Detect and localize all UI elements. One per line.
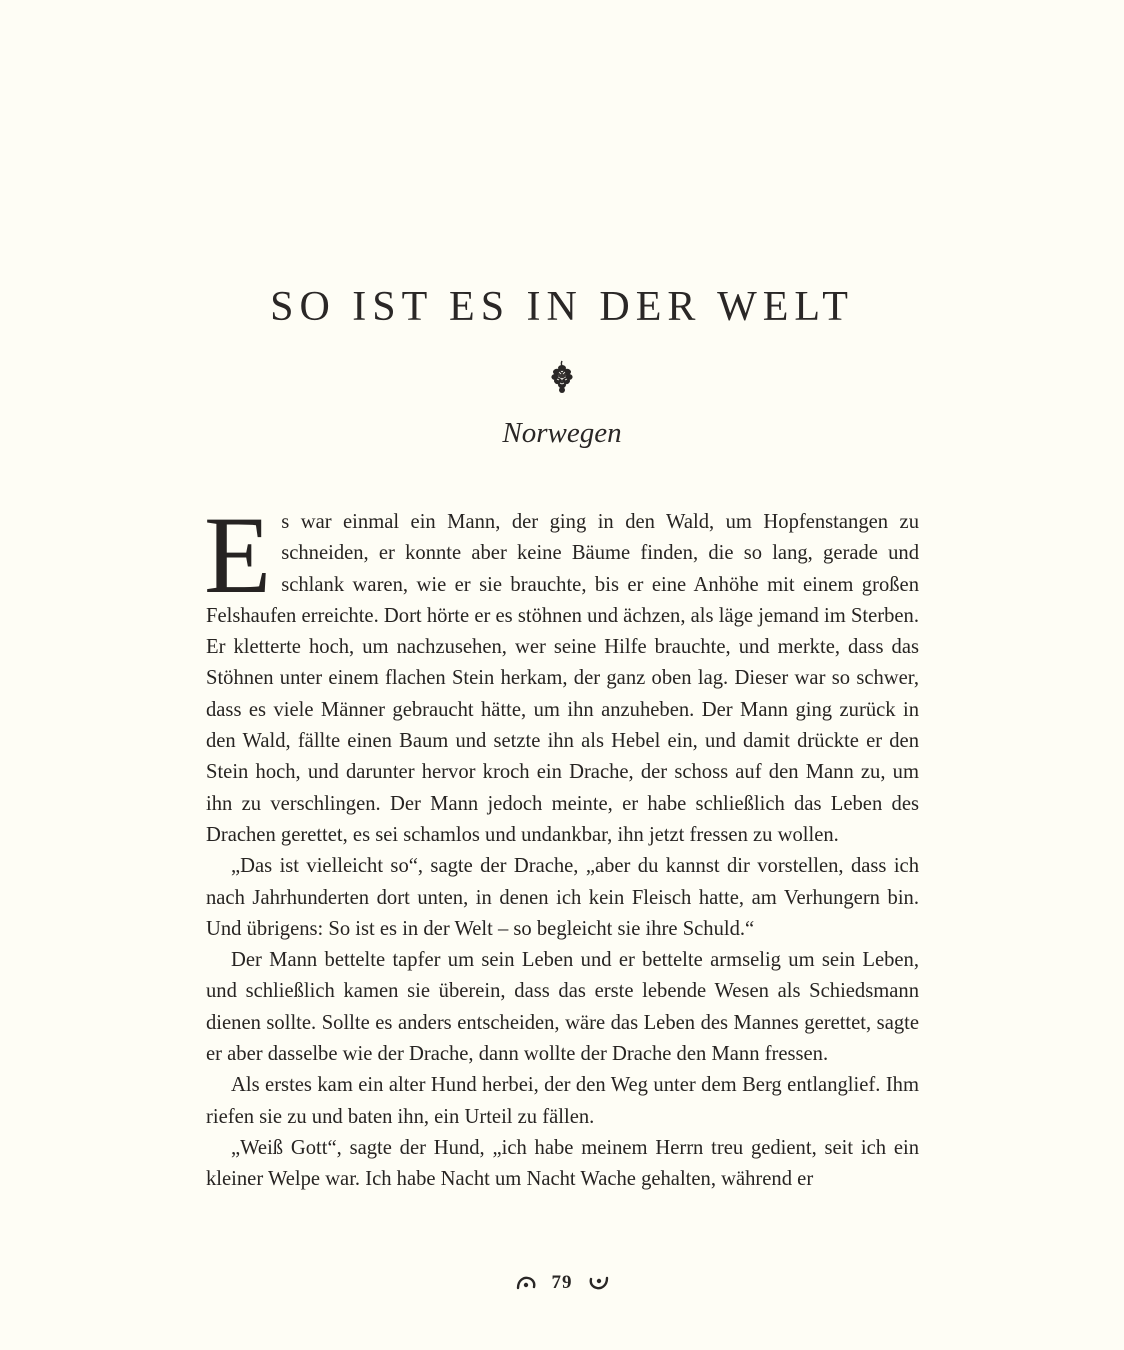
chapter-subtitle: Norwegen bbox=[502, 417, 622, 449]
page-number: 79 bbox=[551, 1272, 573, 1293]
story-text bbox=[204, 494, 919, 1196]
drop-cap: E bbox=[204, 494, 272, 616]
hop-cone-ornament-icon bbox=[548, 360, 576, 394]
left-folio-flourish-icon bbox=[516, 1275, 538, 1291]
paragraph: „Weiß Gott“, sagte der Hund, „ich habe meinem Herrn treu gedient, seit ich ein kleiner Welpe war. Ich habe Nacht um Nacht Wache gehalten, während er bbox=[206, 1136, 919, 1191]
page-footer bbox=[0, 1270, 1124, 1296]
paragraph: „Das ist vielleicht so“, sagte der Drache, „aber du kannst dir vorstellen, dass ich nach Jahrhunderten dort unten, in denen ich kein Fleisch hatte, am Verhungern bin. Und übrigens: So ist es in der Welt – so begleicht sie ihre Schuld.“ bbox=[206, 855, 919, 940]
paragraph: Als erstes kam ein alter Hund herbei, der den Weg unter dem Berg entlanglief. Ihm riefen sie zu und baten ihn, ein Urteil zu fällen. bbox=[206, 1074, 919, 1128]
right-folio-flourish-icon bbox=[587, 1275, 609, 1291]
first-paragraph bbox=[204, 494, 919, 851]
chapter-title: SO IST ES IN DER WELT bbox=[270, 284, 854, 330]
paragraph-text: s war einmal ein Mann, der ging in den Wald, um Hopfenstangen zu schneiden, er konnte aber keine Bäume finden, die so lang, gerade und schlank waren, wie er sie brauchte, bis er eine Anhöhe mit einem großen Felshaufen erreichte. Dort hörte er es stöhnen und ächzen, als läge jemand im Sterben. Er kletterte hoch, um nachzusehen, wer seine Hilfe brauchte, und merkte, dass das Stöhnen unter einem flachen Stein herkam, der ganz oben lag. Dieser war so schwer, dass es viele Männer gebraucht hätte, um ihn anzuheben. Der Mann ging zurück in den Wald, fällte einen Baum und setzte ihn als Hebel ein, und damit drückte er den Stein hoch, und darunter hervor kroch ein Drache, der schoss auf den Mann zu, um ihn zu verschlingen. Der Mann jedoch meinte, er habe schließlich das Leben des Drachen gerettet, es sei schamlos und undankbar, ihn jetzt fressen zu wollen. bbox=[206, 511, 919, 846]
paragraph: Der Mann bettelte tapfer um sein Leben und er bettelte armselig um sein Leben, und schließlich kamen sie überein, dass das erste lebende Wesen als Schiedsmann dienen sollte. Sollte es anders entscheiden, wäre das Leben des Mannes gerettet, sagte er aber dasselbe wie der Drache, dann wollte der Drache den Mann fressen. bbox=[206, 949, 919, 1066]
